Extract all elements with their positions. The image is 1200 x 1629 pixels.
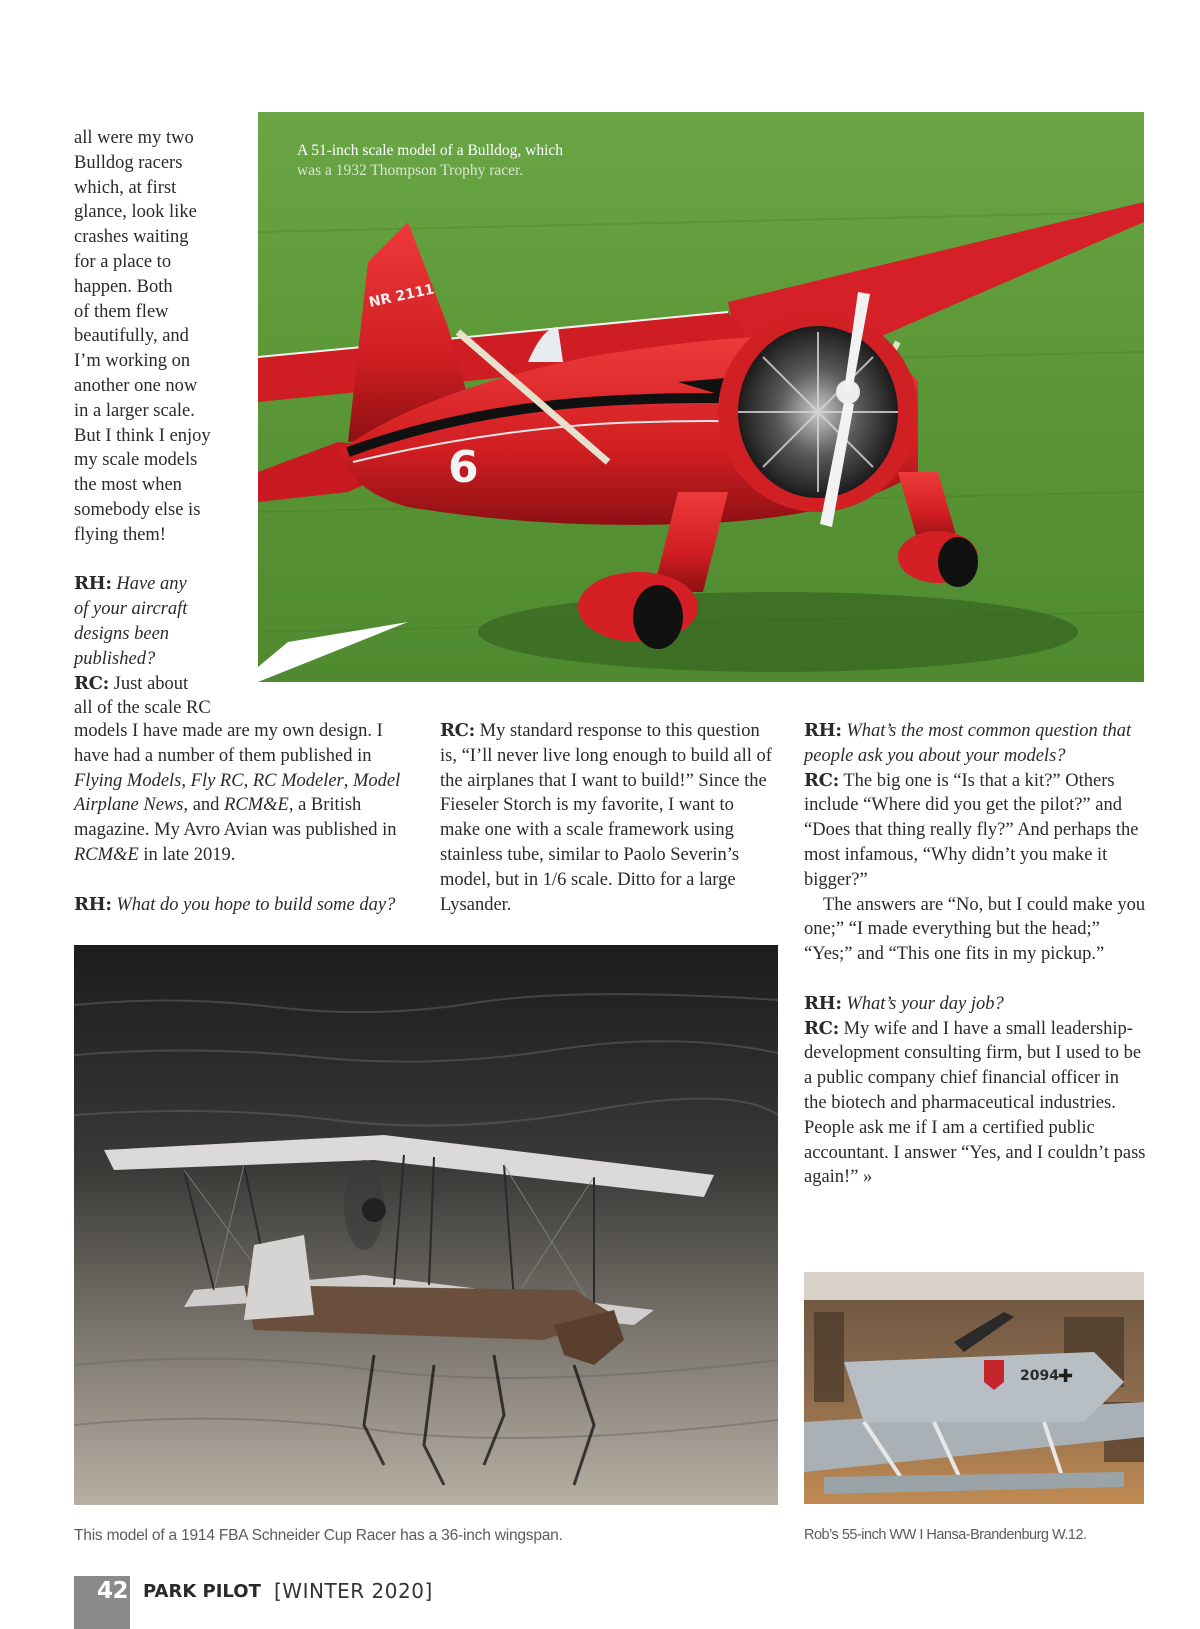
text-line: of them flew (74, 301, 169, 322)
magazine-rc-modeler: RC Modeler (252, 770, 344, 791)
magazine-model-airplane-news: Model Airplane News (74, 770, 401, 816)
text-line: another one now (74, 375, 198, 396)
interviewer-label: RH: (804, 720, 842, 741)
question-text: What’s your day job? (846, 993, 1004, 1014)
answer-common (804, 769, 1146, 893)
race-number-text: 6 (448, 442, 479, 493)
magazine-title: PARK PILOT (143, 1581, 261, 1602)
question-text: What’s the most common question that people ask you about your models? (804, 721, 1132, 766)
question-common (804, 719, 1146, 769)
text-line: beautifully, and (74, 326, 189, 347)
respondent-label: RC: (74, 672, 110, 694)
issue-label: [WINTER 2020] (274, 1579, 433, 1603)
fba-caption: This model of a 1914 FBA Schneider Cup Racer has a 36-inch wingspan. (74, 1527, 563, 1544)
answer-published-start (74, 672, 244, 722)
bulldog-photo (258, 112, 1144, 682)
caption-line: was a 1932 Thompson Trophy racer. (297, 162, 524, 179)
respondent-label: RC: (804, 1017, 840, 1039)
interviewer-label: RH: (804, 992, 842, 1014)
column-1-bottom (74, 719, 414, 917)
question-build-someday (74, 893, 414, 918)
hansa-illustration (804, 1272, 1144, 1504)
text-line: all were my two (74, 128, 194, 148)
registration-text: NR 2111 (367, 281, 436, 311)
question-text: What do you hope to build some day? (116, 894, 396, 915)
text-line: Just about (113, 673, 189, 694)
text-line: flying them! (74, 524, 166, 545)
serial-text: 2094 (1020, 1368, 1059, 1384)
magazine-rcme-2: RCM&E (74, 844, 139, 865)
text-line: the most when (74, 475, 182, 496)
column-1-top (74, 126, 244, 721)
respondent-label: RC: (804, 769, 840, 791)
column-3 (804, 719, 1146, 1190)
question-published (74, 572, 244, 671)
page-number: 42 (97, 1578, 129, 1604)
text-line: of your aircraft (74, 599, 188, 620)
iron-cross-icon: ✚ (1058, 1366, 1074, 1387)
answer-common-p2: The answers are “No, but I could make you one;” “I made everything but the head;” “Yes;” and “This one fits in my pickup.” (804, 894, 1146, 965)
column-2 (440, 719, 776, 917)
intro-paragraph (74, 126, 244, 548)
text-line: happen. Both (74, 276, 173, 297)
hansa-photo (804, 1272, 1144, 1504)
text-line: Have any (116, 574, 187, 595)
answer-text: The big one is “Is that a kit?” Others include “Where did you get the pilot?” and “Does that thing really fly?” And perhaps the most infamous, “Why didn’t you make it bigger?” (804, 770, 1139, 890)
text-line: published? (74, 648, 156, 669)
text-line: which, at first (74, 177, 177, 198)
text-line: But I think I enjoy (74, 425, 211, 446)
respondent-label: RC: (440, 720, 476, 741)
page-footer (74, 1576, 774, 1629)
question-day-job (804, 992, 1146, 1017)
text-line: all of the scale RC (74, 698, 211, 719)
text-line: I’m working on (74, 351, 191, 372)
magazine-rcme: RCM&E (224, 795, 289, 816)
text-line: my scale models (74, 450, 198, 471)
bulldog-illustration (258, 112, 1144, 682)
answer-published-cont: models I have made are my own design. I have had a number of them published in Flying Models, Fly RC, RC Modeler, Model Airplane News, and RCM&E, a British magazine. My Avro Avian was published in RCM&E in late 2019. (74, 721, 401, 865)
text-line: for a place to (74, 251, 172, 272)
caption-line: A 51-inch scale model of a Bulldog, which (297, 142, 564, 159)
text-line: designs been (74, 623, 170, 644)
text-line: glance, look like (74, 202, 197, 223)
interviewer-label: RH: (74, 893, 112, 915)
text-line: somebody else is (74, 499, 201, 520)
fba-illustration (74, 945, 778, 1505)
bulldog-caption (297, 141, 677, 181)
answer-day-job (804, 1017, 1146, 1191)
answer-text: My standard response to this question is, “I’ll never live long enough to build all of the airplanes that I want to build!” Since the Fieseler Storch is my favorite, I want to make one with a scale framework using stainless tube, similar to Paolo Severin’s model, but in 1/6 scale. Ditto for a large Lysander. (440, 721, 772, 915)
interviewer-label: RH: (74, 573, 112, 595)
answer-build-someday (440, 719, 776, 917)
magazine-fly-rc: Fly RC (190, 770, 244, 791)
text-line: in a larger scale. (74, 400, 195, 421)
magazine-flying-models: Flying Models (74, 770, 182, 791)
text-line: crashes waiting (74, 227, 189, 248)
answer-text: My wife and I have a small leadership-development consulting firm, but I used to be a public company chief financial officer in the biotech and pharmaceutical industries. People ask me if I am a certified public accountant. I answer “Yes, and I couldn’t pass again!” » (804, 1018, 1146, 1188)
text-line: Bulldog racers (74, 152, 183, 173)
hansa-caption: Rob’s 55-inch WW I Hansa-Brandenburg W.12. (804, 1527, 1087, 1543)
fba-photo (74, 945, 778, 1505)
